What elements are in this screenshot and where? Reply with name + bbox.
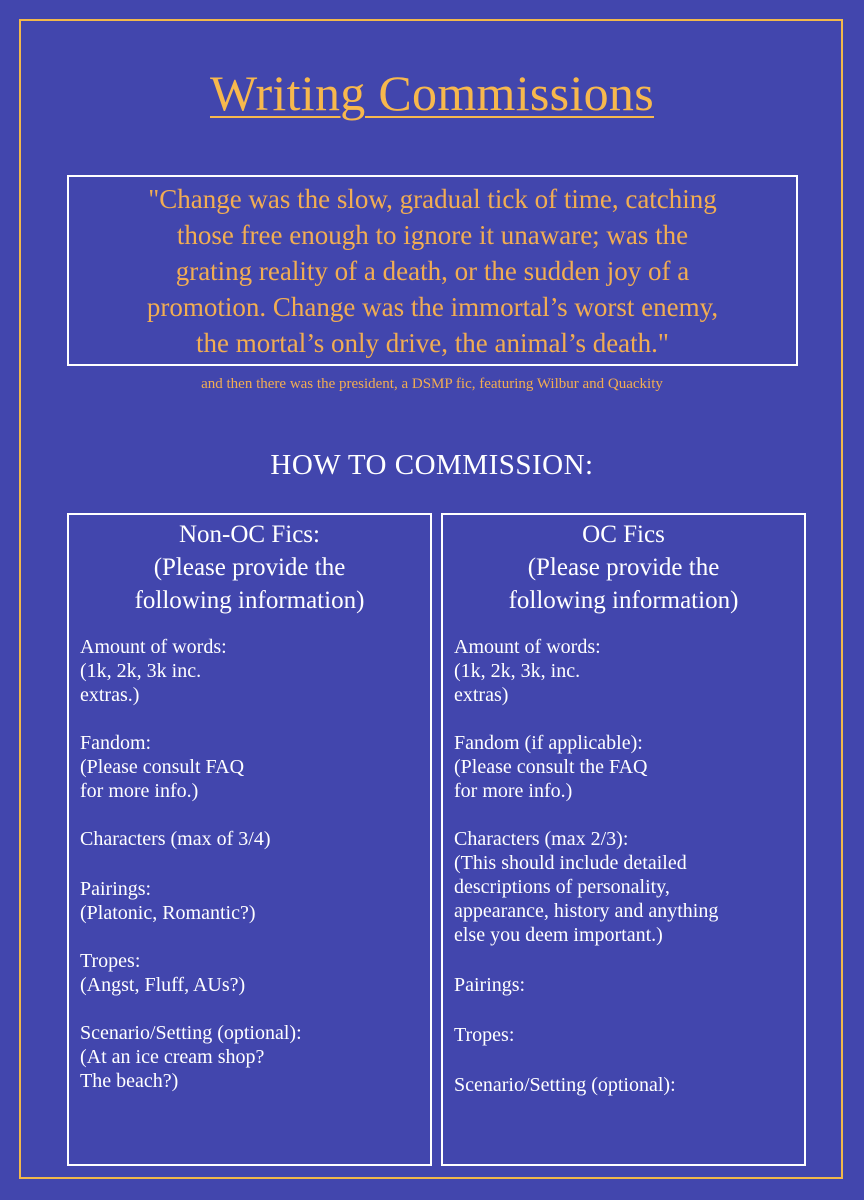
field-scenario-setting — [80, 1021, 422, 1093]
quote-text — [147, 181, 718, 361]
field-line: (1k, 2k, 3k, inc. — [454, 660, 581, 682]
oc-fics-panel — [441, 513, 806, 1166]
non-oc-fics-heading — [69, 515, 430, 617]
field-characters — [80, 827, 422, 851]
non-oc-fics-panel — [67, 513, 432, 1166]
field-fandom — [454, 731, 796, 803]
field-line: extras.) — [80, 684, 140, 706]
field-pairings — [454, 973, 796, 997]
field-line: else you deem important.) — [454, 924, 663, 946]
field-line: for more info.) — [454, 780, 573, 802]
field-scenario-setting — [454, 1073, 796, 1097]
quote-source-caption: and then there was the president, a DSMP fic, featuring Wilbur and Quackity — [201, 376, 663, 392]
page-title: Writing Commissions — [209, 65, 654, 121]
field-line: Amount of words: — [454, 636, 601, 658]
field-line: Pairings: — [454, 974, 526, 996]
field-line: appearance, history and anything — [454, 900, 719, 922]
oc-fics-heading — [443, 515, 804, 617]
oc-field-list — [454, 635, 796, 1121]
heading-line: following information) — [508, 587, 739, 614]
heading-line: (Please provide the — [527, 554, 720, 581]
field-tropes — [80, 949, 422, 997]
heading-line: following information) — [134, 587, 365, 614]
field-line: (1k, 2k, 3k inc. — [80, 660, 202, 682]
field-line: Fandom (if applicable): — [454, 732, 643, 754]
quote-line: promotion. Change was the immortal’s worst enemy, — [146, 291, 719, 322]
field-tropes — [454, 1023, 796, 1047]
field-line: The beach?) — [80, 1070, 179, 1092]
heading-line: (Please provide the — [153, 554, 346, 581]
field-fandom — [80, 731, 422, 803]
field-line: (Please consult the FAQ — [454, 756, 648, 778]
field-line: Tropes: — [80, 950, 141, 972]
field-line: Amount of words: — [80, 636, 227, 658]
quote-line: grating reality of a death, or the sudden joy of a — [175, 255, 690, 286]
field-line: (This should include detailed — [454, 852, 687, 874]
field-line: (Angst, Fluff, AUs?) — [80, 974, 246, 996]
non-oc-field-list — [80, 635, 422, 1117]
field-line: extras) — [454, 684, 509, 706]
field-line: (Platonic, Romantic?) — [80, 902, 256, 924]
field-line: for more info.) — [80, 780, 199, 802]
field-line: Fandom: — [80, 732, 152, 754]
field-pairings — [80, 877, 422, 925]
field-line: (Please consult FAQ — [80, 756, 245, 778]
quote-line: those free enough to ignore it unaware; was the — [176, 219, 689, 250]
how-to-commission-heading: HOW TO COMMISSION: — [270, 449, 594, 481]
field-line: Pairings: — [80, 878, 152, 900]
field-line: Characters (max of 3/4) — [80, 828, 271, 850]
heading-line: Non-OC Fics: — [179, 521, 320, 548]
field-line: Characters (max 2/3): — [454, 828, 629, 850]
field-line: (At an ice cream shop? — [80, 1046, 265, 1068]
quote-line: the mortal’s only drive, the animal’s death." — [196, 327, 669, 358]
field-amount-of-words — [454, 635, 796, 707]
field-line: Tropes: — [454, 1024, 515, 1046]
field-line: Scenario/Setting (optional): — [454, 1074, 676, 1096]
heading-line: OC Fics — [582, 521, 665, 548]
field-characters — [454, 827, 796, 947]
quote-line: "Change was the slow, gradual tick of time, catching — [148, 183, 717, 214]
field-line: descriptions of personality, — [454, 876, 670, 898]
quote-box — [67, 175, 798, 366]
field-line: Scenario/Setting (optional): — [80, 1022, 302, 1044]
field-amount-of-words — [80, 635, 422, 707]
